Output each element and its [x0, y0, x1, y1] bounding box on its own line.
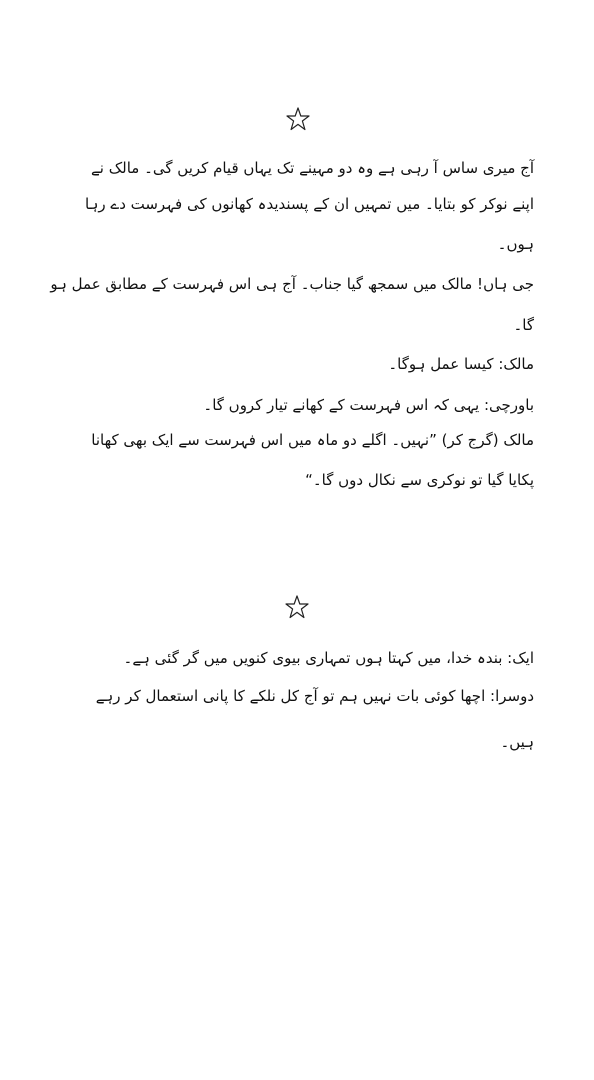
text-line: جی ہاں! مالک میں سمجھ گیا جناب۔ آج ہی اس فہرست کے مطابق عمل ہو [50, 275, 534, 293]
text-line: ہوں۔ [497, 235, 534, 253]
text-line: گا۔ [513, 316, 534, 334]
star-divider-icon [285, 106, 311, 132]
joke-section-1 [50, 158, 534, 528]
text-line: دوسرا: اچھا کوئی بات نہیں ہم تو آج کل نلکے کا پانی استعمال کر رہے [95, 687, 534, 705]
text-line: پکایا گیا تو نوکری سے نکال دوں گا۔“ [305, 471, 534, 489]
star-divider-icon [284, 594, 310, 620]
joke-section-2 [54, 648, 534, 768]
text-line: مالک (گرج کر) ”نہیں۔ اگلے دو ماہ میں اس فہرست سے ایک بھی کھانا [91, 431, 534, 449]
text-line: ایک: بندہ خدا، میں کہتا ہوں تمہاری بیوی کنویں میں گر گئی ہے۔ [123, 649, 534, 667]
text-line: اپنے نوکر کو بتایا۔ میں تمہیں ان کے پسندیدہ کھانوں کی فہرست دے رہا [85, 195, 534, 213]
text-line: آج میری ساس آ رہی ہے وہ دو مہینے تک یہاں قیام کریں گی۔ مالک نے [90, 159, 534, 177]
text-line: مالک: کیسا عمل ہوگا۔ [388, 355, 534, 373]
text-line: ہیں۔ [500, 733, 534, 751]
text-line: باورچی: یہی کہ اس فہرست کے کھانے تیار کروں گا۔ [203, 396, 534, 414]
